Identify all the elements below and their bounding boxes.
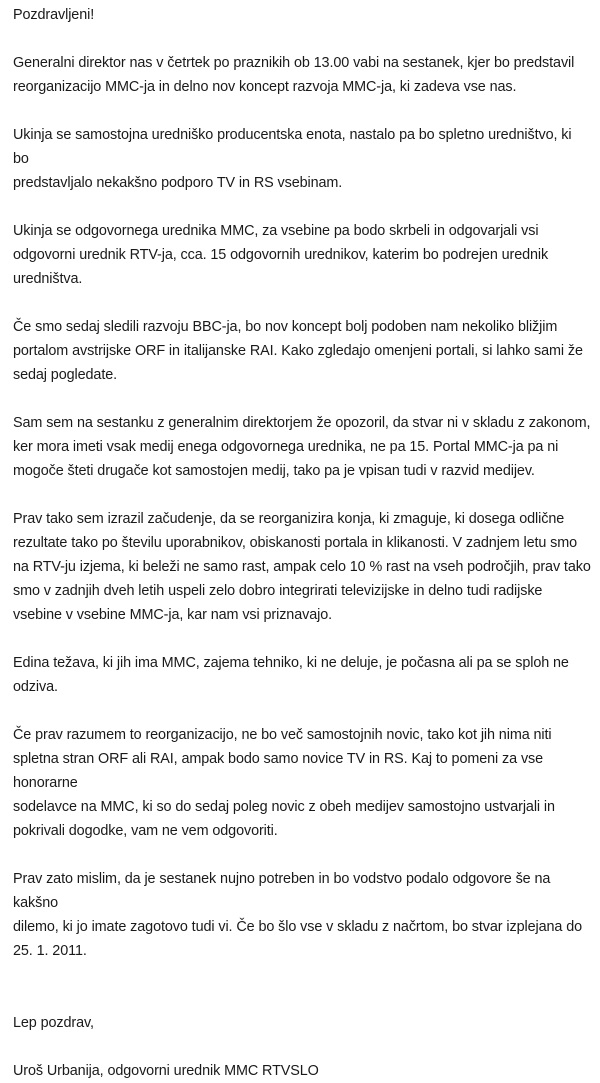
- closing: Lep pozdrav,: [13, 1015, 94, 1031]
- paragraph-1: Generalni direktor nas v četrtek po praznikih ob 13.00 vabi na sestanek, kjer bo predstavil reorganizacijo MMC-ja in delno nov koncept razvoja MMC-ja, ki zadeva vse nas.: [13, 55, 575, 95]
- paragraph-6: Prav tako sem izrazil začudenje, da se reorganizira konja, ki zmaguje, ki dosega odlične rezultate tako po številu uporabnikov, obiskanosti portala in klikanosti. V zadnjem letu smo na RTV-ju izjema, ki beleži ne samo rast, ampak celo 10 % rast na vseh področjih, prav tako smo v zadnjih dveh letih uspeli zelo dobro integrirati televizijske in delno tudi radijske vsebine v vsebine MMC-ja, kar nam vsi priznavajo.: [13, 511, 591, 623]
- paragraph-3: Ukinja se odgovornega urednika MMC, za vsebine pa bodo skrbeli in odgovarjali vsi odgovorni urednik RTV-ja, cca. 15 odgovornih urednikov, katerim bo podrejen urednik uredništva.: [13, 223, 549, 287]
- signature: Uroš Urbanija, odgovorni urednik MMC RTVSLO: [13, 1063, 319, 1079]
- paragraph-9: Prav zato mislim, da je sestanek nujno potreben in bo vodstvo podalo odgovore še na kakšno dilemo, ki jo imate zagotovo tudi vi. Če bo šlo vse v skladu z načrtom, bo stvar izplejana do 25. 1. 2011.: [13, 871, 583, 959]
- paragraph-8: Če prav razumem to reorganizacijo, ne bo več samostojnih novic, tako kot jih nima niti spletna stran ORF ali RAI, ampak bodo samo novice TV in RS. Kaj to pomeni za vse honorarne sodelavce na MMC, ki so do sedaj poleg novic z obeh medijev samostojno ustvarjali in pokrivali dogodke, vam ne vem odgovoriti.: [13, 727, 555, 839]
- letter-body: [13, 3, 591, 1083]
- paragraph-7: Edina težava, ki jih ima MMC, zajema tehniko, ki ne deluje, je počasna ali pa se sploh ne odziva.: [13, 655, 569, 695]
- paragraph-2: Ukinja se samostojna uredniško producentska enota, nastalo pa bo spletno uredništvo, ki bo predstavljalo nekakšno podporo TV in RS vsebinam.: [13, 127, 572, 191]
- greeting: Pozdravljeni!: [13, 7, 95, 23]
- paragraph-4: Če smo sedaj sledili razvoju BBC-ja, bo nov koncept bolj podoben nam nekoliko bližjim portalom avstrijske ORF in italijanske RAI. Kako zgledajo omenjeni portali, si lahko sami že sedaj pogledate.: [13, 319, 583, 383]
- paragraph-5: Sam sem na sestanku z generalnim direktorjem že opozoril, da stvar ni v skladu z zakonom, ker mora imeti vsak medij enega odgovornega urednika, ne pa 15. Portal MMC-ja pa ni mogoče šteti drugače kot samostojen medij, tako pa je vpisan tudi v razvid medijev.: [13, 415, 591, 479]
